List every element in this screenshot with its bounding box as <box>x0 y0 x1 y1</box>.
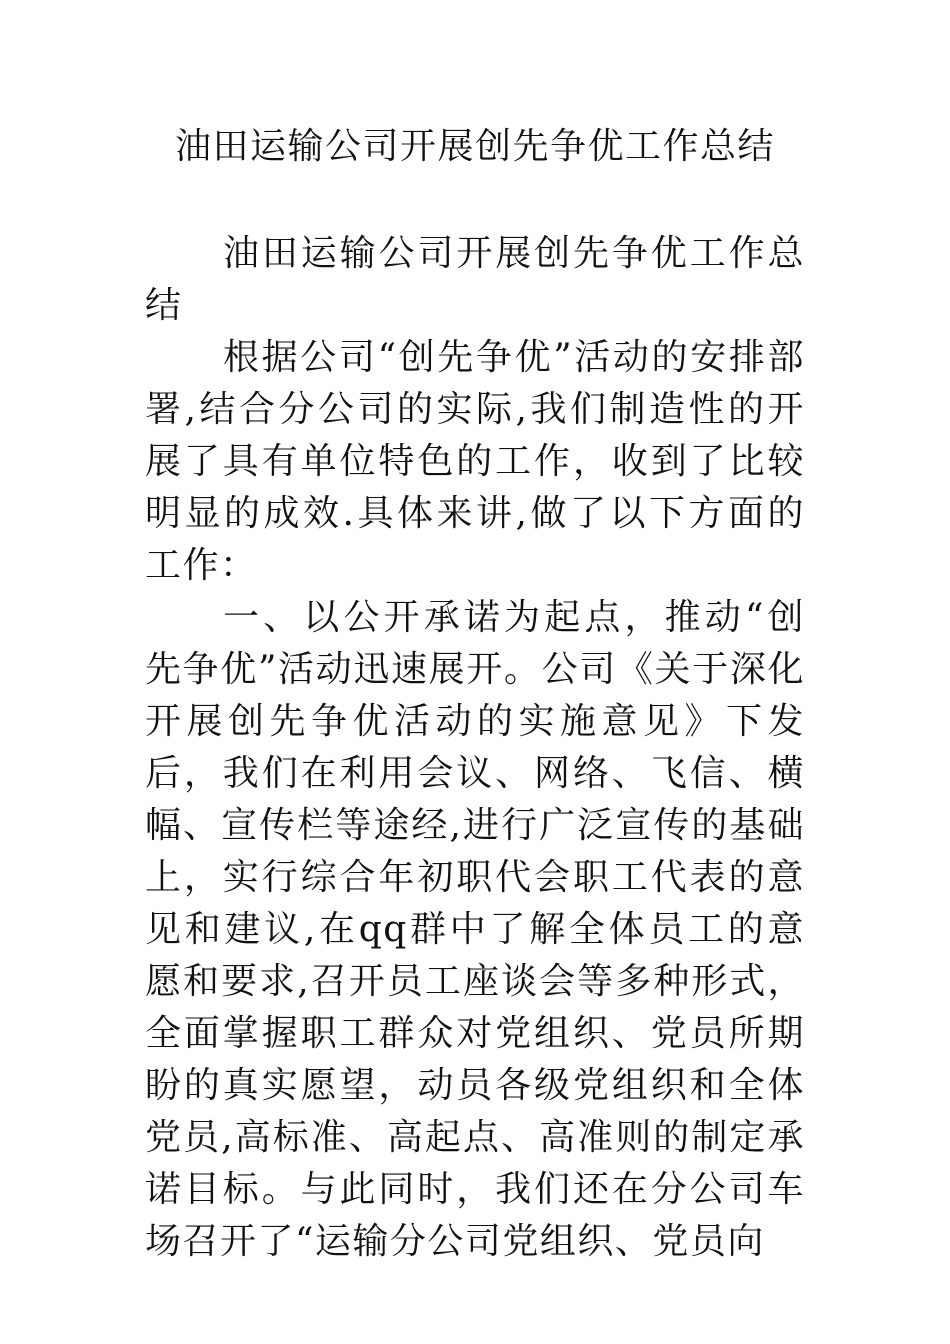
paragraph-repeated-title: 油田运输公司开展创先争优工作总结 <box>145 233 805 326</box>
document-body <box>145 228 805 1268</box>
paragraph-section-one: 一、以公开承诺为起点，推动“创先争优”活动迅速展开。公司《关于深化开展创先争优活动的实施意见》下发后，我们在利用会议、网络、飞信、横幅、宣传栏等途经,进行广泛宣传的基础上，实行综合年初职代会职工代表的意见和建议,在qq群中了解全体员工的意愿和要求,召开员工座谈会等多种形式，全面掌握职工群众对党组织、党员所期盼的真实愿望，动员各级党组织和全体党员,高标准、高起点、高准则的制定承诺目标。与此同时，我们还在分公司车场召开了“运输分公司党组织、党员向 <box>145 597 805 1262</box>
document-title: 油田运输公司开展创先争优工作总结 <box>174 126 775 167</box>
paragraph-intro: 根据公司“创先争优”活动的安排部署,结合分公司的实际,我们制造性的开展了具有单位特色的工作，收到了比较明显的成效.具体来讲,做了以下方面的工作： <box>145 337 805 586</box>
